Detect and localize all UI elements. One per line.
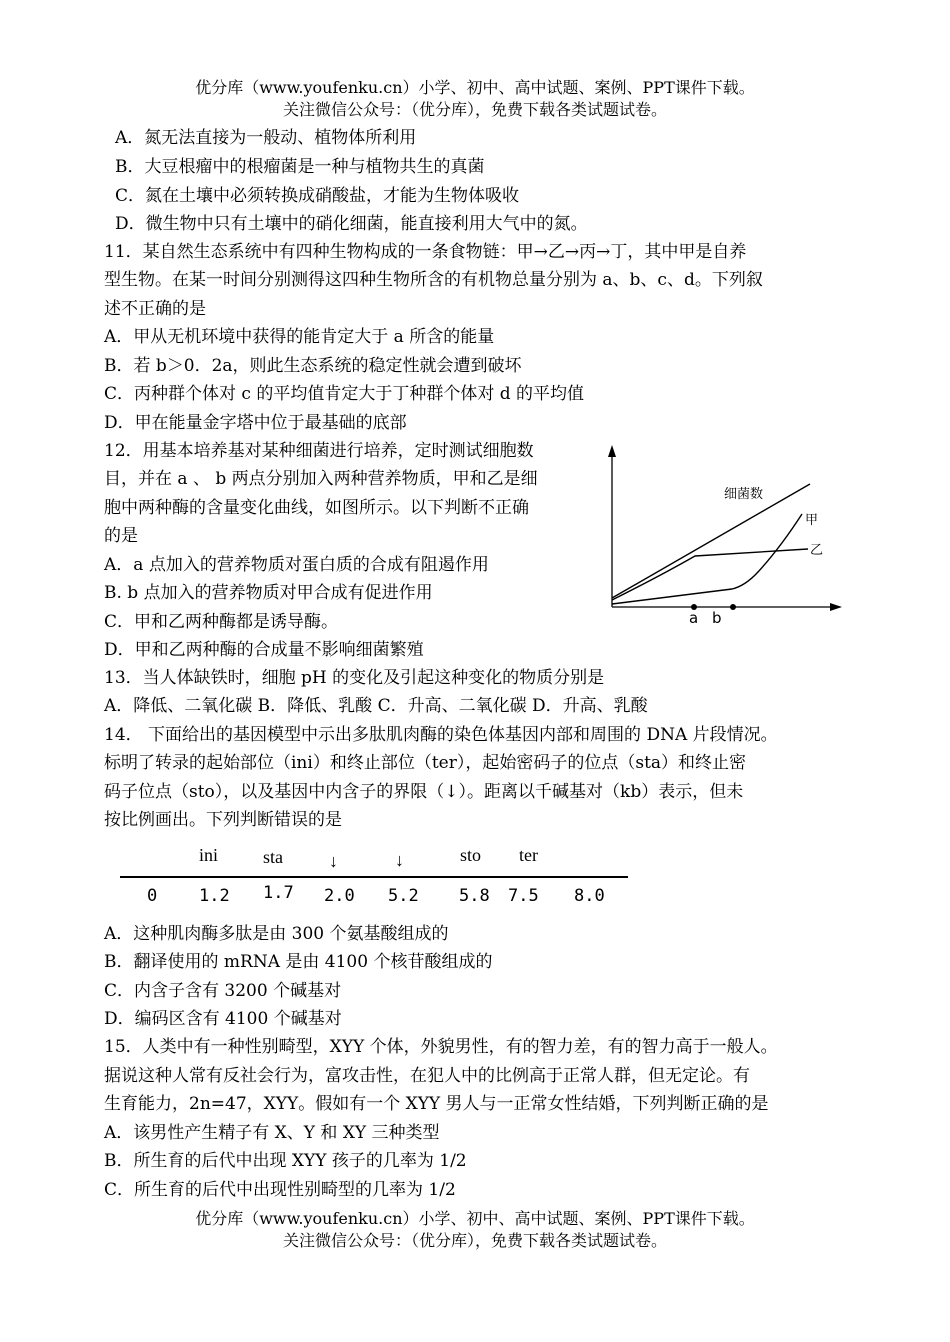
y-axis-arrow [608,445,616,457]
series-label-jia: 甲 [805,513,819,528]
gene-label-intron-2: ↓ [395,850,404,870]
tick-label-b: b [712,609,722,627]
gene-position-4: 5.2 [388,886,419,906]
q12-option-d: D．甲和乙两种酶的合成量不影响细菌繁殖 [104,640,424,660]
gene-position-1: 1.2 [199,886,230,906]
q12-stem-2: 目，并在 a 、 b 两点分别加入两种营养物质，甲和乙是细 [104,469,538,489]
q10-option-a: A．氮无法直接为一般动、植物体所利用 [115,128,417,148]
q11-stem-2: 型生物。在某一时间分别测得这四种生物所含的有机物总量分别为 a、b、c、d。下列叙 [104,270,763,290]
series-line-jia [612,514,802,604]
gene-label-ter: ter [519,845,538,865]
series-label-bacteria: 细菌数 [724,487,764,502]
gene-label-intron-1: ↓ [329,851,338,871]
series-label-yi: 乙 [810,543,824,558]
q12-option-c: C．甲和乙两种酶都是诱导酶。 [104,612,339,632]
q14-option-d: D．编码区含有 4100 个碱基对 [104,1009,342,1029]
q13-options: A．降低、二氧化碳 B．降低、乳酸 C．升高、二氧化碳 D．升高、乳酸 [104,696,648,716]
q10-option-d: D．微生物中只有土壤中的硝化细菌，能直接利用大气中的氮。 [115,214,588,234]
gene-position-2: 1.7 [263,883,294,903]
q12-stem-3: 胞中两种酶的含量变化曲线，如图所示。以下判断不正确 [104,498,529,518]
q15-option-a: A．该男性产生精子有 X、Y 和 XY 三种类型 [104,1123,440,1143]
gene-label-ini: ini [199,845,219,865]
q10-option-b: B．大豆根瘤中的根瘤菌是一种与植物共生的真菌 [115,157,485,177]
gene-position-6: 7.5 [508,886,539,906]
q15-stem-3: 生育能力，2n=47，XYY。假如有一个 XYY 男人与一正常女性结婚，下列判断正确的是 [104,1094,769,1114]
gene-position-7: 8.0 [574,886,605,906]
q11-stem-1: 11．某自然生态系统中有四种生物构成的一条食物链：甲→乙→丙→丁，其中甲是自养 [104,242,747,262]
q14-stem-4: 按比例画出。下列判断错误的是 [104,810,342,830]
tick-label-a: a [689,609,699,627]
q14-stem-2: 标明了转录的起始部位（ini）和终止部位（ter），起始密码子的位点（sta）和终止密 [104,753,747,773]
q12-stem-1: 12．用基本培养基对某种细菌进行培养，定时测试细胞数 [104,441,534,461]
gene-position-3: 2.0 [324,886,355,906]
q14-option-a: A．这种肌肉酶多肽是由 300 个氨基酸组成的 [104,924,449,944]
q15-stem-2: 据说这种人常有反社会行为，富攻击性，在犯人中的比例高于正常人群，但无定论。有 [104,1066,750,1086]
q14-stem-3: 码子位点（sto），以及基因中内含子的界限（↓）。距离以千碱基对（kb）表示，但未 [104,782,744,802]
q15-stem-1: 15．人类中有一种性别畸型，XYY 个体，外貌男性，有的智力差，有的智力高于一般人。 [104,1037,778,1057]
q10-option-c: C．氮在土壤中必须转换成硝酸盐，才能为生物体吸收 [115,186,520,206]
q12-stem-4: 的是 [104,526,138,546]
gene-position-5: 5.8 [459,886,490,906]
q13-stem: 13．当人体缺铁时，细胞 pH 的变化及引起这种变化的物质分别是 [104,668,605,688]
q11-option-a: A．甲从无机环境中获得的能肯定大于 a 所含的能量 [104,327,495,347]
gene-label-sto: sto [460,845,482,865]
q15-option-b: B．所生育的后代中出现 XYY 孩子的几率为 1/2 [104,1151,467,1171]
q15-option-c: C．所生育的后代中出现性别畸型的几率为 1/2 [104,1180,456,1200]
header-line-1: 优分库（www.youfenku.cn）小学、初中、高中试题、案例、PPT课件下载。 [195,78,755,97]
q12-option-a: A．a 点加入的营养物质对蛋白质的合成有阻遏作用 [104,555,489,575]
q14-option-b: B．翻译使用的 mRNA 是由 4100 个核苷酸组成的 [104,952,493,972]
q11-option-d: D．甲在能量金字塔中位于最基础的底部 [104,413,407,433]
gene-position-0: 0 [147,886,158,906]
q11-stem-3: 述不正确的是 [104,299,206,319]
header-line-2: 关注微信公众号：（优分库），免费下载各类试题试卷。 [282,100,667,119]
footer-line-1: 优分库（www.youfenku.cn）小学、初中、高中试题、案例、PPT课件下载。 [195,1209,755,1228]
footer-line-2: 关注微信公众号：（优分库），免费下载各类试题试卷。 [282,1231,667,1250]
q12-option-b: B. b 点加入的营养物质对甲合成有促进作用 [104,583,433,603]
q14-option-c: C．内含子含有 3200 个碱基对 [104,981,342,1001]
q11-option-b: B．若 b＞0．2a，则此生态系统的稳定性就会遭到破坏 [104,356,522,376]
x-axis-arrow [830,603,842,611]
enzyme-curve-chart [600,440,850,630]
dna-line [120,876,628,878]
q14-stem-1: 14． 下面给出的基因模型中示出多肽肌肉酶的染色体基因内部和周围的 DNA 片段情况。 [104,725,778,745]
gene-label-sta: sta [263,847,283,867]
point-b-marker [730,604,736,610]
q11-option-c: C．丙种群个体对 c 的平均值肯定大于丁种群个体对 d 的平均值 [104,384,585,404]
series-line-bacteria [612,484,810,598]
